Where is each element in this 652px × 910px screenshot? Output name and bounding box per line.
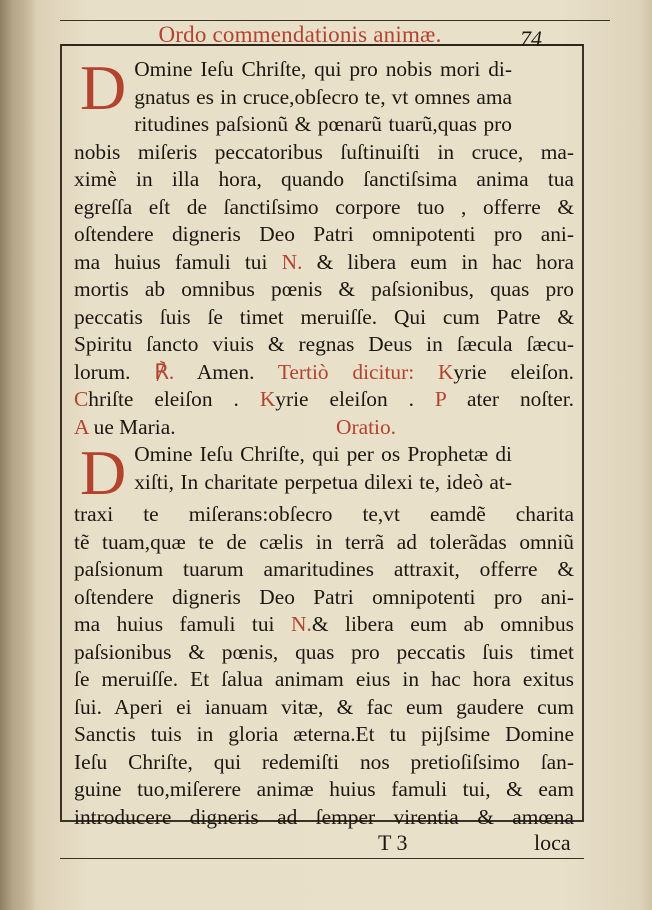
prayer1-line: nobis miſeris peccatoribus ſuſtinuiſti in cruce, ma-	[74, 139, 574, 164]
prayer1-line: mortis ab omnibus pœnis & paſsionibus, quas pro	[74, 277, 574, 301]
rubric-tertio: Tertiò dicitur:	[277, 359, 415, 384]
prayer2-line: Sanctis tuis in gloria æterna.Et tu pijſsime Domine	[74, 722, 574, 746]
running-head: Ordo commendationis animæ.	[158, 22, 442, 47]
prayer2-line: traxi te miſerans:obſecro te,vt eamdẽ charita	[74, 502, 574, 526]
text-run: ue Maria.	[88, 414, 176, 439]
folio-number: 74	[520, 26, 542, 51]
rubric-initial-k: K	[414, 359, 454, 384]
text-block	[74, 56, 574, 831]
ave-maria	[74, 414, 176, 442]
catchword: loca	[534, 830, 571, 855]
text-run: ma huius famuli tui	[74, 612, 292, 636]
text-run: & libera eum ab omnibus	[311, 612, 574, 636]
prayer2-line: xiſti, In charitate perpetua dilexi te, ideò at-	[134, 469, 512, 494]
rubric-initial-a: A	[74, 414, 89, 439]
dropcap-1: D	[80, 56, 127, 123]
top-rule	[60, 20, 610, 21]
prayer2-line: paſsionum tuarum amaritudines attraxit, offerre &	[74, 557, 574, 581]
rubric-n: N.	[291, 612, 312, 636]
rubric-initial-p: P	[434, 387, 447, 411]
prayer1-line: oſtendere digneris Deo Patri omnipotenti pro ani-	[74, 222, 574, 246]
rubric-response: ℟.	[154, 359, 175, 384]
prayer1-line: Spiritu ſancto viuis & regnas Deus in ſæcula ſæcu-	[74, 332, 574, 356]
text-run: ma huius famuli tui	[74, 249, 282, 274]
prayer1-line	[74, 386, 574, 414]
prayer2-line: ſe meruiſſe. Et ſalua animam eius in hac hora exitus	[74, 667, 574, 691]
bottom-rule	[60, 858, 584, 859]
prayer1-line: egreſſa eſt de ſanctiſsimo corpore tuo , offerre &	[74, 194, 574, 219]
prayer1-line: peccatis ſuis ſe timet meruiſſe. Qui cum Patre &	[74, 304, 574, 329]
rubric-initial-k: K	[259, 387, 276, 411]
prayer-2	[74, 441, 574, 501]
signature-mark: T 3	[378, 830, 408, 855]
prayer2-line: Omine Ieſu Chriſte, qui per os Prophetæ di	[134, 442, 512, 466]
prayer1-line	[74, 359, 574, 387]
dropcap-2: D	[80, 441, 127, 501]
text-run: yrie eleiſon .	[275, 387, 435, 411]
text-run: ater noſter.	[446, 387, 575, 411]
oratio-heading: Oratio.	[336, 414, 396, 439]
rubric-n: N.	[281, 249, 303, 274]
prayer2-line: paſsionibus & pœnis, quas pro peccatis ſuis timet	[74, 639, 574, 664]
ave-oratio-row	[74, 414, 574, 442]
prayer1-line	[74, 249, 574, 277]
prayer2-line: introducere digneris ad ſemper virentia & amœna	[74, 804, 574, 829]
text-run: & libera eum in hac hora	[302, 249, 575, 274]
prayer2-line	[74, 611, 574, 639]
prayer2-line: Ieſu Chriſte, qui redemiſti nos pretioſiſsimo ſan-	[74, 749, 574, 774]
prayer1-line: Omine Ieſu Chriſte, qui pro nobis mori di-	[134, 57, 512, 81]
prayer1-line: ritudines paſsionũ & pœnarũ tuarũ,quas pro	[134, 112, 512, 136]
rubric-initial-c: C	[74, 387, 89, 411]
text-run: yrie eleiſon.	[453, 359, 575, 384]
prayer2-line: guine tuo,miſerere animæ huius famuli tui, & eam	[74, 777, 574, 801]
prayer2-line: tẽ tuam,quæ te de cælis in terrã ad tolerãdas omniũ	[74, 529, 574, 554]
prayer1-line: gnatus es in cruce,obſecro te, vt omnes ama	[134, 84, 512, 109]
prayer-1	[74, 56, 574, 139]
text-run: Amen.	[174, 359, 278, 384]
text-run: lorum.	[74, 359, 155, 384]
gutter-shadow	[0, 0, 36, 910]
prayer2-line: oſtendere digneris Deo Patri omnipotenti pro ani-	[74, 584, 574, 609]
prayer2-line: ſui. Aperi ei ianuam vitæ, & fac eum gaudere cum	[74, 694, 574, 719]
text-run: hriſte eleiſon .	[88, 387, 260, 411]
prayer1-line: ximè in illa hora, quando ſanctiſsima anima tua	[74, 167, 574, 191]
